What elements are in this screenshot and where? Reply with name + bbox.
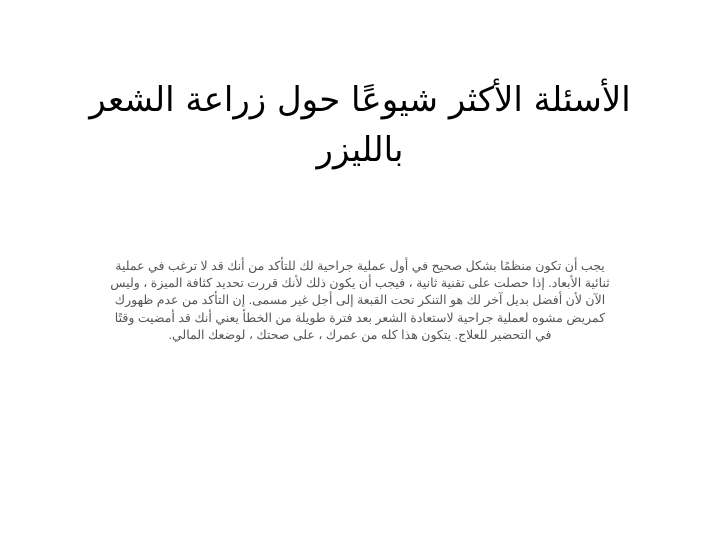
slide-body-text: يجب أن تكون منظمًا بشكل صحيح في أول عملية جراحية لك للتأكد من أنك قد لا ترغب في عملية ثنائية الأبعاد. إذا حصلت على تقنية ثانية ، فيجب أن يكون ذلك لأنك قررت تحديد كثافة الميزة ، وليس الآن لأن أفضل بديل آخر لك هو التنكر تحت القبعة إلى أجل غير مسمى. إن التأكد من عدم ظهورك كمريض مشوه لعملية جراحية لاستعادة الشعر بعد فترة طويلة من الخطأ يعني أنك قد أمضيت وقتًا في التحضير للعلاج. يتكون هذا كله من عمرك ، على صحتك ، لوضعك المالي. <box>110 259 610 342</box>
body-placeholder <box>110 258 610 368</box>
title-placeholder <box>60 70 660 180</box>
slide-title: الأسئلة الأكثر شيوعًا حول زراعة الشعر بالليزر <box>89 80 631 170</box>
